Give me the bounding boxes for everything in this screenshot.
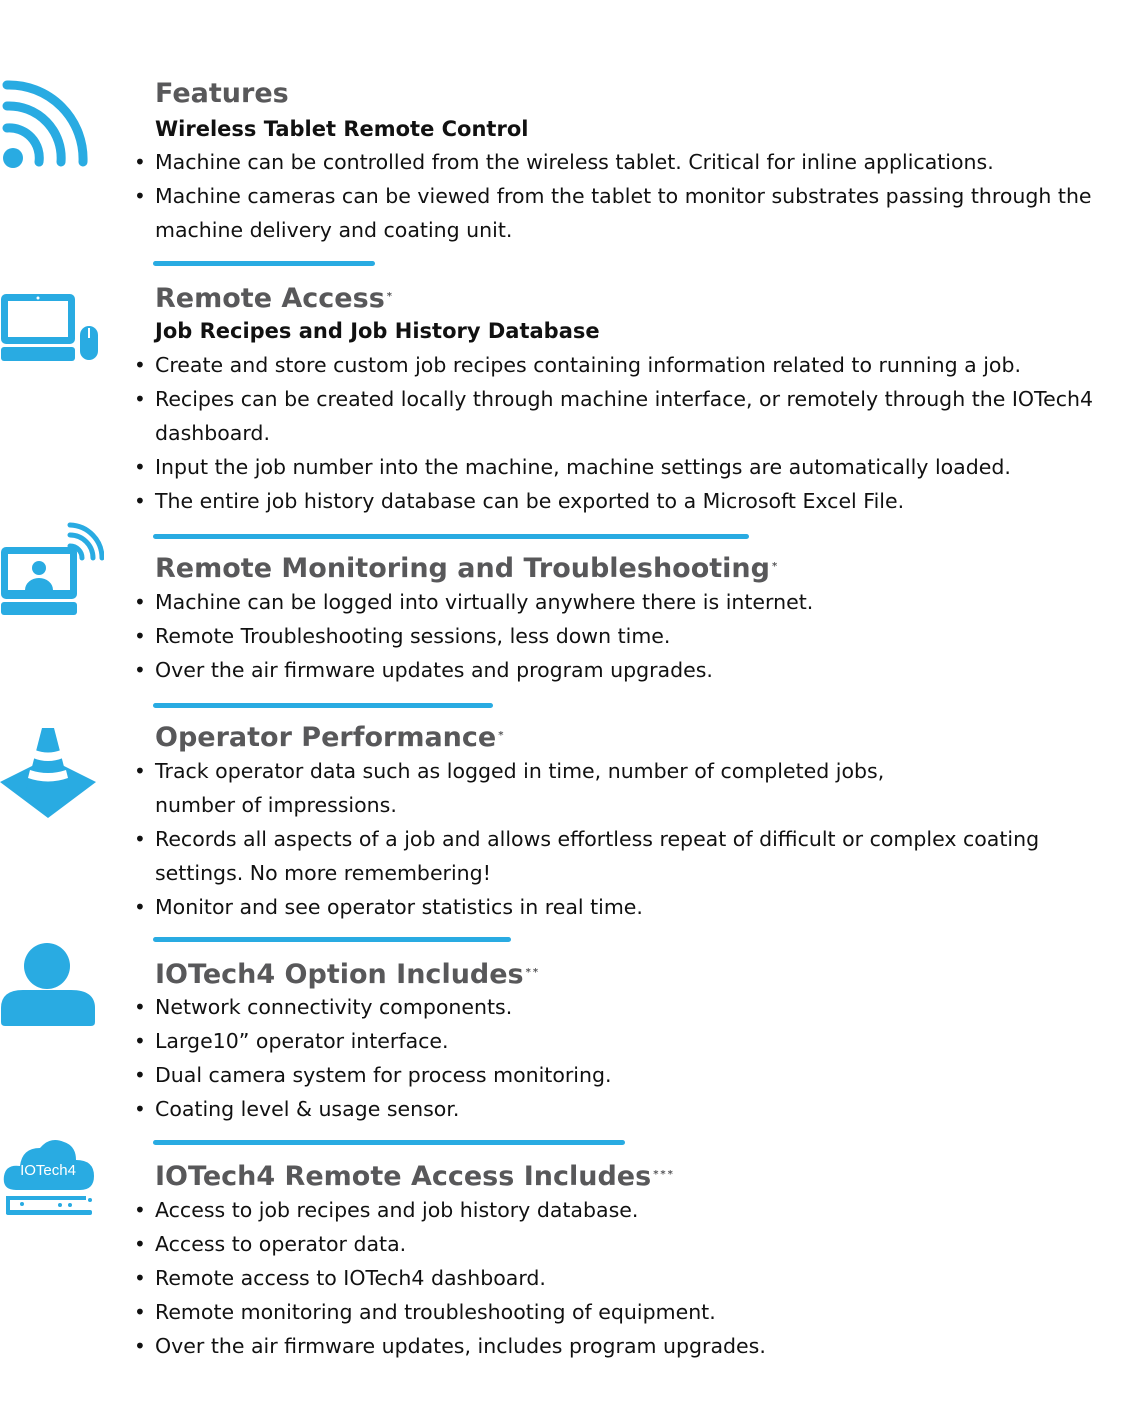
list-item: • Records all aspects of a job and allows effortless repeat of difficult or complex coating settings. No more remembering!: [128, 822, 1123, 890]
list-item: • The entire job history database can be exported to a Microsoft Excel File.: [128, 484, 1123, 518]
cloud-icon-label: IOTech4: [20, 1162, 76, 1179]
section-divider: [153, 703, 493, 708]
section-title: IOTech4 Remote Access Includes ***: [155, 1161, 675, 1192]
computer-icon: [0, 293, 100, 363]
list-item: • Coating level & usage sensor.: [128, 1092, 1123, 1126]
list-item: • Monitor and see operator statistics in real time.: [128, 890, 1123, 924]
feature-list: [128, 585, 1123, 687]
section-title: Remote Access *: [155, 283, 394, 314]
feature-list: [128, 990, 1123, 1126]
list-item: • Remote access to IOTech4 dashboard.: [128, 1261, 1123, 1295]
feature-list: [128, 1193, 1123, 1363]
cloud-icon: [0, 1134, 100, 1218]
list-item: • Track operator data such as logged in time, number of completed jobs, number of impressions.: [128, 754, 915, 822]
section-title: Operator Performance *: [155, 722, 506, 753]
user-icon: [0, 942, 96, 1026]
list-item: • Recipes can be created locally through machine interface, or remotely through the IOTech4 dashboard.: [128, 382, 1123, 450]
list-item: • Remote monitoring and troubleshooting of equipment.: [128, 1295, 1123, 1329]
section-subtitle: Job Recipes and Job History Database: [155, 319, 600, 343]
list-item: • Over the air firmware updates and program upgrades.: [128, 653, 1123, 687]
feature-list: [128, 348, 1123, 518]
list-item: • Machine cameras can be viewed from the tablet to monitor substrates passing through the machine delivery and coating unit.: [128, 179, 1123, 247]
list-item: • Input the job number into the machine, machine settings are automatically loaded.: [128, 450, 1123, 484]
list-item: • Access to operator data.: [128, 1227, 1123, 1261]
list-item: • Machine can be logged into virtually anywhere there is internet.: [128, 585, 1123, 619]
list-item: • Remote Troubleshooting sessions, less down time.: [128, 619, 1123, 653]
section-title: Remote Monitoring and Troubleshooting *: [155, 553, 780, 584]
feature-list: [128, 145, 1123, 247]
list-item: • Create and store custom job recipes containing information related to running a job.: [128, 348, 1123, 382]
section-subtitle: Wireless Tablet Remote Control: [155, 117, 529, 141]
traffic-cone-icon: [0, 724, 96, 820]
section-divider: [153, 937, 511, 942]
section-title: IOTech4 Option Includes **: [155, 959, 541, 990]
list-item: • Access to job recipes and job history database.: [128, 1193, 1123, 1227]
wifi-icon: [0, 80, 90, 172]
section-divider: [153, 261, 375, 266]
section-title: Features: [155, 78, 289, 109]
list-item: • Network connectivity components.: [128, 990, 1123, 1024]
list-item: • Large10” operator interface.: [128, 1024, 1123, 1058]
list-item: • Machine can be controlled from the wireless tablet. Critical for inline applications.: [128, 145, 1123, 179]
section-divider: [153, 534, 749, 539]
list-item: • Over the air firmware updates, includes program upgrades.: [128, 1329, 1123, 1363]
remote-monitor-icon: [0, 522, 104, 618]
list-item: • Dual camera system for process monitoring.: [128, 1058, 1123, 1092]
section-divider: [153, 1140, 625, 1145]
feature-list: [128, 754, 1123, 924]
